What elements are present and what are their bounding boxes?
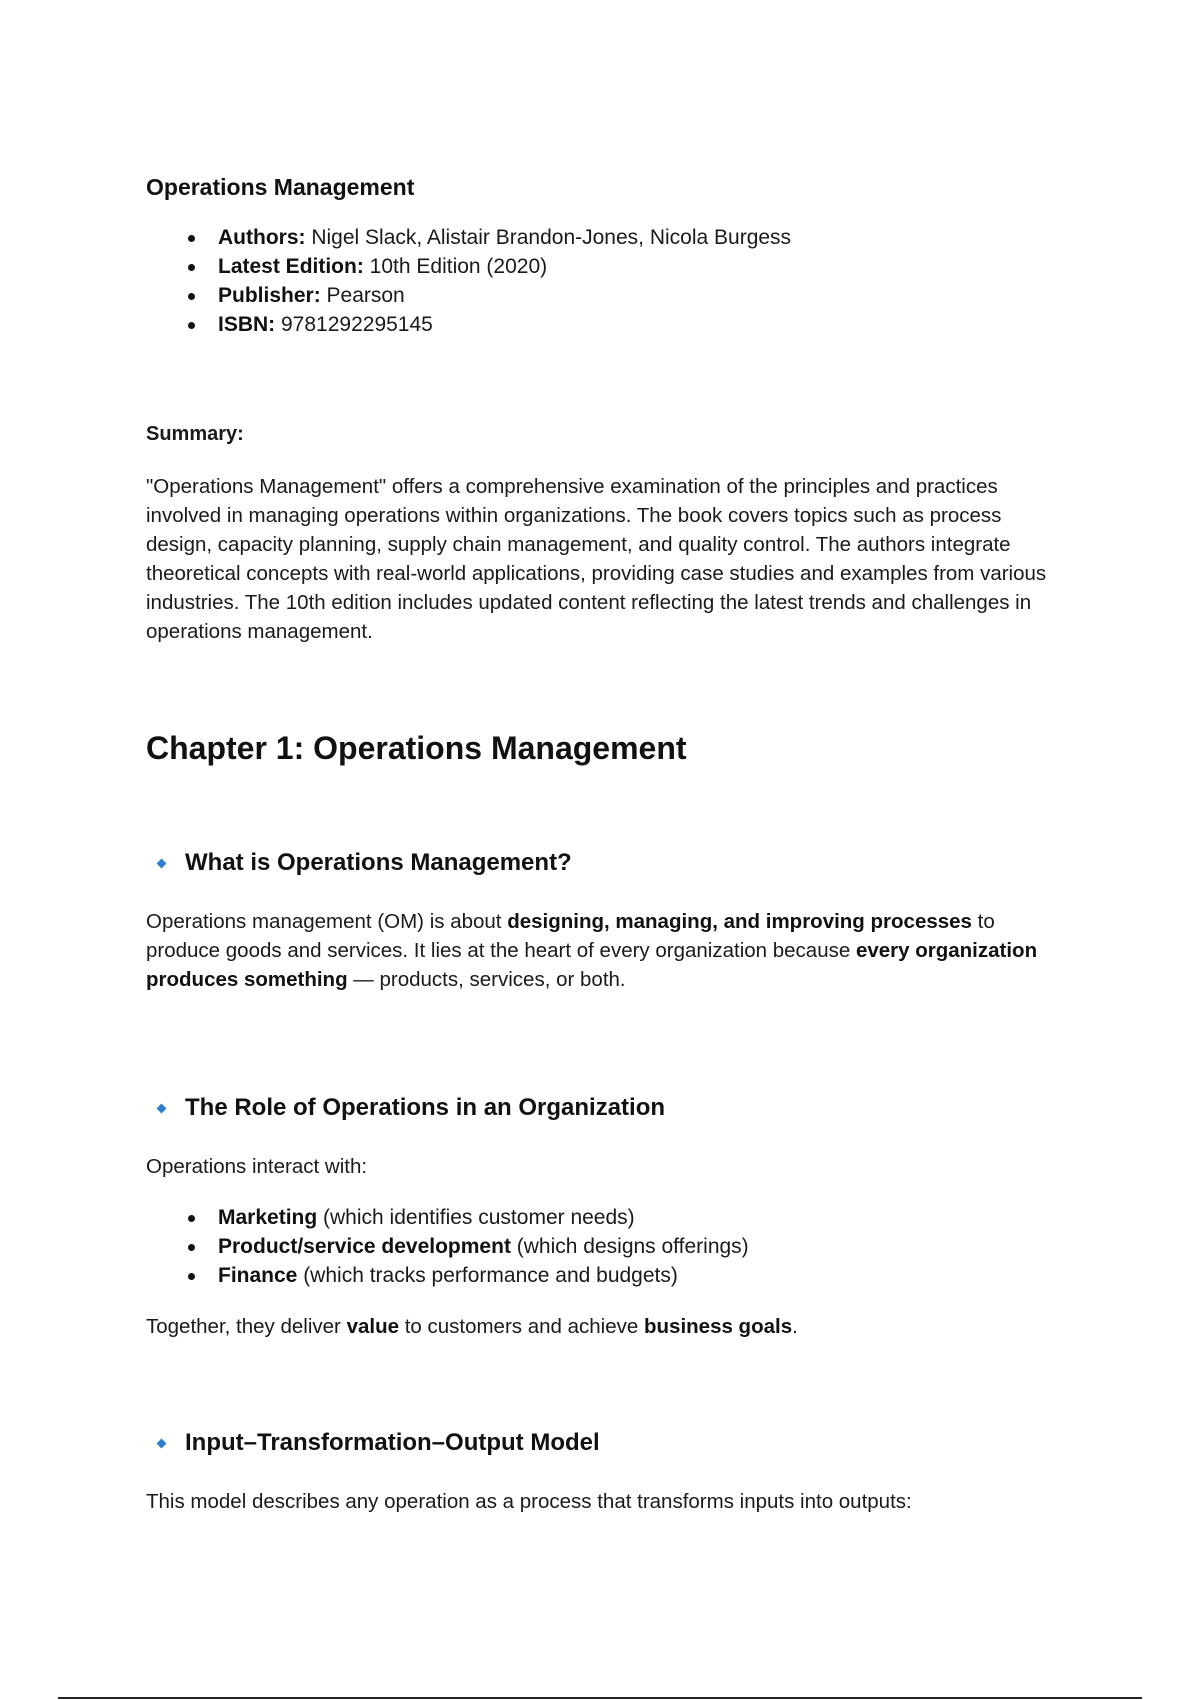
list-item-bold: Product/service development	[218, 1235, 511, 1258]
diamond-icon	[157, 1438, 167, 1448]
text-run: Operations management (OM) is about	[146, 910, 508, 933]
section-heading-role-of-operations	[146, 1094, 1066, 1122]
meta-value: 10th Edition (2020)	[363, 255, 548, 278]
meta-label: Latest Edition:	[218, 255, 364, 278]
section-heading-what-is-om	[146, 849, 1066, 877]
section-heading-text: The Role of Operations in an Organization	[185, 1094, 666, 1121]
text-run: to produce goods and services. It lies at the heart of every organization because	[146, 910, 995, 962]
meta-value: Pearson	[320, 284, 405, 307]
list-item-rest: (which identifies customer needs)	[317, 1206, 635, 1229]
diamond-icon	[157, 858, 167, 868]
bold-run: value	[346, 1315, 399, 1338]
meta-label: Authors:	[218, 226, 306, 249]
list-item	[188, 1261, 1066, 1290]
book-title: Operations Management	[146, 174, 415, 200]
list-item	[188, 1232, 1066, 1261]
meta-value: 9781292295145	[275, 313, 433, 336]
list-item-rest: (which designs offerings)	[510, 1235, 749, 1258]
list-item-bold: Finance	[218, 1264, 298, 1287]
book-meta-list	[146, 223, 1066, 339]
bold-run: business goals	[644, 1315, 793, 1338]
section-intro: Operations interact with:	[146, 1155, 368, 1178]
meta-isbn	[188, 310, 1066, 339]
interaction-list	[146, 1203, 1066, 1290]
text-run: to customers and achieve	[399, 1315, 644, 1338]
meta-label: Publisher:	[218, 284, 321, 307]
section-paragraph	[146, 907, 1066, 994]
section-heading-ito-model	[146, 1429, 1066, 1457]
text-run: .	[792, 1315, 798, 1338]
list-item-rest: (which tracks performance and budgets)	[297, 1264, 678, 1287]
summary-text: "Operations Management" offers a comprehensive examination of the principles and practices involved in managing operations within organizations. The book covers topics such as process design, capacity planning, supply chain management, and quality control. The authors integrate theoretical concepts with real-world applications, providing case studies and examples from various industries. The 10th edition includes updated content reflecting the latest trends and challenges in operations management.	[146, 475, 1047, 643]
bold-run: every organization produces something	[146, 939, 1038, 991]
section-heading-text: What is Operations Management?	[185, 849, 572, 876]
meta-edition	[188, 252, 1066, 281]
meta-label: ISBN:	[218, 313, 276, 336]
diamond-icon	[157, 1103, 167, 1113]
summary-label: Summary:	[146, 423, 244, 445]
section-closing	[146, 1312, 1066, 1341]
meta-publisher	[188, 281, 1066, 310]
meta-value: Nigel Slack, Alistair Brandon-Jones, Nicola Burgess	[305, 226, 792, 249]
text-run: — products, services, or both.	[347, 968, 626, 991]
list-item	[188, 1203, 1066, 1232]
bold-run: designing, managing, and improving processes	[507, 910, 972, 933]
chapter-title: Chapter 1: Operations Management	[146, 730, 687, 766]
list-item-bold: Marketing	[218, 1206, 318, 1229]
document-content	[146, 170, 1066, 1516]
section-heading-text: Input–Transformation–Output Model	[185, 1429, 600, 1456]
text-run: Together, they deliver	[146, 1315, 347, 1338]
meta-authors	[188, 223, 1066, 252]
section-paragraph: This model describes any operation as a process that transforms inputs into outputs:	[146, 1490, 912, 1513]
page-bottom-rule	[58, 1697, 1142, 1699]
